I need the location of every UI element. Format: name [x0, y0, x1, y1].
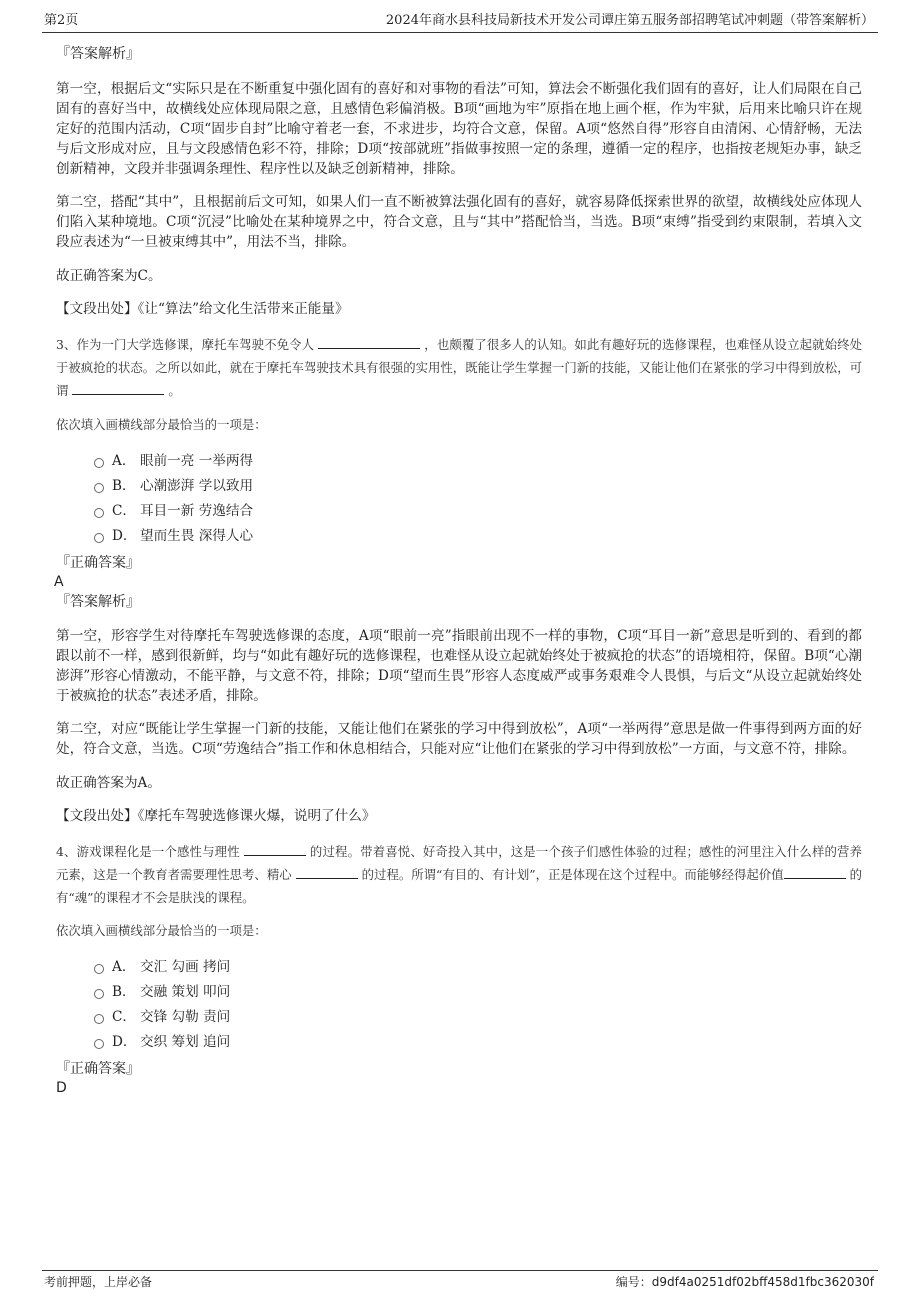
source-note: 【文段出处】《摩托车驾驶选修课火爆，说明了什么》: [56, 808, 376, 824]
option-b[interactable]: B． 交融 策划 叩问: [56, 980, 862, 1005]
radio-icon[interactable]: [94, 1039, 104, 1049]
correct-answer: A: [54, 574, 64, 590]
radio-icon[interactable]: [94, 533, 104, 543]
options-list: [56, 955, 862, 1055]
option-b[interactable]: B． 心潮澎湃 学以致用: [56, 474, 862, 499]
answer-blank: [318, 334, 420, 349]
correct-answer: D: [56, 1080, 67, 1096]
option-a[interactable]: A． 眼前一亮 一举两得: [56, 449, 862, 474]
radio-icon[interactable]: [94, 458, 104, 468]
question-3-stem: 3、作为一门大学选修课，摩托车驾驶不免令人 ，也颇覆了很多人的认知。如此有趣好玩的选修课程，也难怪从设立起就始终处于被疯抢的状态。之所以如此，就在于摩托车驾驶技术具有很强的实用性，既能让学生掌握一门新的技能，又能让他们在紧张的学习中得到放松，可谓 。: [56, 333, 862, 402]
analysis-conclusion: 故正确答案为A。: [56, 775, 161, 791]
analysis-paragraph: 第二空，搭配“其中”，且根据前后文可知，如果人们一直不断被算法强化固有的喜好，就容易降低探索世界的欲望，故横线处应体现人们陷入某种境地。C项“沉浸”比喻处在某种境界之中，符合文意，且与“其中”搭配恰当，当选。B项“束缚”指受到约束限制，若填入文段应表述为“一旦被束缚其中”，用法不当，排除。: [56, 194, 862, 250]
question-prompt: 依次填入画横线部分最恰当的一项是：: [56, 417, 267, 432]
answer-blank: [244, 841, 306, 856]
page-footer: [42, 1270, 878, 1291]
radio-icon[interactable]: [94, 989, 104, 999]
option-c[interactable]: C． 耳目一新 劳逸结合: [56, 499, 862, 524]
option-c[interactable]: C． 交锋 勾勒 责问: [56, 1005, 862, 1030]
analysis-paragraph: 第二空，对应“既能让学生掌握一门新的技能，又能让他们在紧张的学习中得到放松”，A项“一举两得”意思是做一件事得到两方面的好处，符合文意，当选。C项“劳逸结合”指工作和休息相结合，只能对应“让他们在紧张的学习中得到放松”一方面，与文意不符，排除。: [56, 721, 862, 757]
option-d[interactable]: D． 交织 筹划 追问: [56, 1030, 862, 1055]
answer-blank: [296, 864, 358, 879]
document-title: 2024年商水县科技局新技术开发公司谭庄第五服务部招聘笔试冲刺题（带答案解析）: [385, 13, 874, 28]
correct-answer-label: 『正确答案』: [56, 1061, 140, 1077]
analysis-conclusion: 故正确答案为C。: [56, 268, 162, 284]
radio-icon[interactable]: [94, 1014, 104, 1024]
options-list: [56, 449, 862, 549]
answer-blank: [784, 864, 846, 879]
answer-blank: [72, 380, 164, 395]
analysis-label: 『答案解析』: [56, 46, 140, 62]
radio-icon[interactable]: [94, 964, 104, 974]
radio-icon[interactable]: [94, 483, 104, 493]
footer-slogan: 考前押题，上岸必备: [44, 1275, 153, 1289]
document-code: 编号：d9df4a0251df02bff458d1fbc362030f: [615, 1275, 874, 1289]
analysis-paragraph: 第一空，形容学生对待摩托车驾驶选修课的态度，A项“眼前一亮”指眼前出现不一样的事物，C项“耳目一新”意思是听到的、看到的都跟以前不一样，感到很新鲜，均与“如此有趣好玩的选修课程，也难怪从设立起就始终处于被疯抢的状态”的语境相符，保留。B项“心潮澎湃”形容心情激动，不能平静，与文意不符，排除；D项“望而生畏”形容人态度威严或事务艰难令人畏惧，与后文“从设立起就始终处于被疯抢的状态”表述矛盾，排除。: [56, 628, 862, 704]
analysis-label: 『答案解析』: [56, 594, 140, 610]
analysis-paragraph: 第一空，根据后文“实际只是在不断重复中强化固有的喜好和对事物的看法”可知，算法会不断强化我们固有的喜好，让人们局限在自己固有的喜好当中，故横线处应体现局限之意，且感情色彩偏消极。B项“画地为牢”原指在地上画个框，作为牢狱，后用来比喻只许在规定好的范围内活动，C项“固步自封”比喻守着老一套，不求进步，均符合文意，保留。A项“悠然自得”形容自由清闲、心情舒畅，无法与后文形成对应，且与文段感情色彩不符，排除；D项“按部就班”指做事按照一定的条理，遵循一定的程序，也指按老规矩办事，缺乏创新精神，文段并非强调条理性、程序性以及缺乏创新精神，排除。: [56, 81, 862, 177]
page-number: 第2页: [44, 13, 79, 28]
radio-icon[interactable]: [94, 508, 104, 518]
page-header: [42, 12, 878, 33]
question-prompt: 依次填入画横线部分最恰当的一项是：: [56, 923, 267, 938]
question-4-stem: 4、游戏课程化是一个感性与理性 的过程。带着喜悦、好奇投入其中，这是一个孩子们感性体验的过程；感性的河里注入什么样的营养元素，这是一个教育者需要理性思考、精心 的过程。所谓“有目的、有计划”，正是体现在这个过程中。而能够经得起价值 的有“魂”的课程才不会是肤浅的课程。: [56, 840, 862, 909]
option-a[interactable]: A． 交汇 勾画 拷问: [56, 955, 862, 980]
correct-answer-label: 『正确答案』: [56, 555, 140, 571]
option-d[interactable]: D． 望而生畏 深得人心: [56, 524, 862, 549]
source-note: 【文段出处】《让“算法”给文化生活带来正能量》: [56, 301, 349, 317]
document-content: [56, 44, 862, 1097]
